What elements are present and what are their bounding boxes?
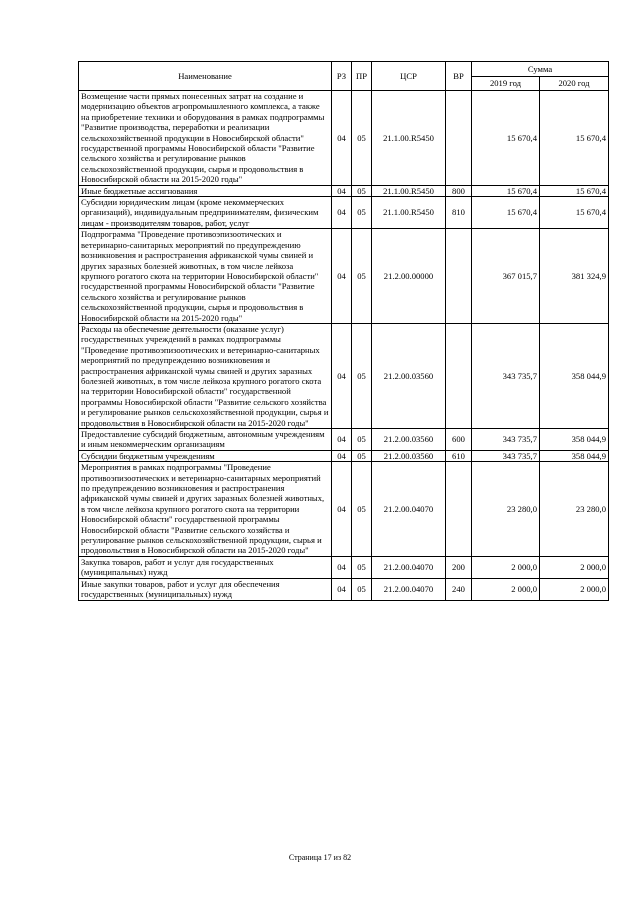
row-2019-cell: 15 670,4 [472,185,540,196]
header-sum: Сумма [472,62,609,77]
row-name-cell: Субсидии юридическим лицам (кроме некоммерческих организаций), индивидуальным предпринимателям, физическим лицам - производителям товаров, работ, услуг [79,197,332,229]
row-pr-cell: 05 [352,229,372,324]
row-pr-cell: 05 [352,462,372,557]
header-vr: ВР [446,62,472,91]
row-2019-cell: 15 670,4 [472,197,540,229]
row-csr-cell: 21.2.00.04070 [372,578,446,600]
row-rz-cell: 04 [332,450,352,461]
row-pr-cell: 05 [352,450,372,461]
row-csr-cell: 21.2.00.04070 [372,462,446,557]
row-2020-cell: 15 670,4 [540,185,609,196]
row-csr-cell: 21.1.00.R5450 [372,91,446,186]
row-2019-cell: 367 015,7 [472,229,540,324]
table-row [79,450,609,461]
budget-table [78,61,609,601]
row-name-cell: Мероприятия в рамках подпрограммы "Проведение противоэпизоотических и ветеринарно-санитарных мероприятий по предупреждению возникновения и распространения африканской чумы свиней и других заразных болезней животных, в том числе лейкоза крупного рогатого скота на территории Новосибирской области" государственной программы Новосибирской области "Развитие сельского хозяйства и регулирование рынков сельскохозяйственной продукции, сырья и продовольствия в Новосибирской области на 2015-2020 годы" [79,462,332,557]
row-2020-cell: 2 000,0 [540,578,609,600]
row-rz-cell: 04 [332,91,352,186]
header-row [79,62,609,77]
header-name: Наименование [79,62,332,91]
row-rz-cell: 04 [332,429,352,451]
row-name-cell: Закупка товаров, работ и услуг для государственных (муниципальных) нужд [79,556,332,578]
row-csr-cell: 21.2.00.03560 [372,323,446,428]
row-2019-cell: 2 000,0 [472,578,540,600]
table-row [79,462,609,557]
row-csr-cell: 21.2.00.03560 [372,450,446,461]
row-2020-cell: 23 280,0 [540,462,609,557]
row-vr-cell: 600 [446,429,472,451]
table-row [79,323,609,428]
table-row [79,197,609,229]
row-csr-cell: 21.2.00.00000 [372,229,446,324]
header-csr: ЦСР [372,62,446,91]
header-rz: РЗ [332,62,352,91]
row-2019-cell: 343 735,7 [472,429,540,451]
row-rz-cell: 04 [332,556,352,578]
row-vr-cell: 800 [446,185,472,196]
row-2020-cell: 2 000,0 [540,556,609,578]
table-row [79,229,609,324]
row-vr-cell: 240 [446,578,472,600]
row-pr-cell: 05 [352,429,372,451]
row-vr-cell [446,323,472,428]
row-vr-cell: 200 [446,556,472,578]
row-2019-cell: 343 735,7 [472,323,540,428]
row-2020-cell: 381 324,9 [540,229,609,324]
table-row [79,578,609,600]
row-pr-cell: 05 [352,185,372,196]
table-row [79,91,609,186]
row-rz-cell: 04 [332,229,352,324]
row-name-cell: Иные закупки товаров, работ и услуг для обеспечения государственных (муниципальных) нужд [79,578,332,600]
row-rz-cell: 04 [332,578,352,600]
row-pr-cell: 05 [352,578,372,600]
row-pr-cell: 05 [352,556,372,578]
row-rz-cell: 04 [332,185,352,196]
row-vr-cell: 610 [446,450,472,461]
row-2020-cell: 358 044,9 [540,323,609,428]
row-rz-cell: 04 [332,197,352,229]
row-vr-cell [446,91,472,186]
row-name-cell: Возмещение части прямых понесенных затрат на создание и модернизацию объектов агропромышленного комплекса, а также на приобретение техники и оборудования в рамках подпрограммы "Развитие производства, переработки и реализации сельскохозяйственной продукции в Новосибирской области" государственной программы Новосибирской области "Развитие сельского хозяйства и регулирование рынков сельскохозяйственной продукции, сырья и продовольствия в Новосибирской области на 2015-2020 годы" [79,91,332,186]
row-2020-cell: 15 670,4 [540,91,609,186]
row-csr-cell: 21.1.00.R5450 [372,185,446,196]
row-2020-cell: 358 044,9 [540,450,609,461]
header-pr: ПР [352,62,372,91]
row-pr-cell: 05 [352,197,372,229]
row-vr-cell [446,462,472,557]
row-name-cell: Подпрограмма "Проведение противоэпизоотических и ветеринарно-санитарных мероприятий по предупреждению возникновения и распространения африканской чумы свиней и других заразных болезней животных, в том числе лейкоза крупного рогатого скота на территории Новосибирской области" государственной программы Новосибирской области "Развитие сельского хозяйства и регулирование рынков сельскохозяйственной продукции, сырья и продовольствия в Новосибирской области на 2015-2020 годы" [79,229,332,324]
table-row [79,556,609,578]
row-rz-cell: 04 [332,323,352,428]
row-vr-cell: 810 [446,197,472,229]
row-2019-cell: 2 000,0 [472,556,540,578]
header-2019: 2019 год [472,77,540,91]
row-name-cell: Иные бюджетные ассигнования [79,185,332,196]
row-csr-cell: 21.1.00.R5450 [372,197,446,229]
row-2019-cell: 343 735,7 [472,450,540,461]
row-rz-cell: 04 [332,462,352,557]
row-csr-cell: 21.2.00.04070 [372,556,446,578]
row-csr-cell: 21.2.00.03560 [372,429,446,451]
row-2020-cell: 15 670,4 [540,197,609,229]
row-pr-cell: 05 [352,323,372,428]
row-2019-cell: 15 670,4 [472,91,540,186]
row-name-cell: Расходы на обеспечение деятельности (оказание услуг) государственных учреждений в рамках подпрограммы "Проведение противоэпизоотических и ветеринарно-санитарных мероприятий по предупреждению возникновения и распространения африканской чумы свиней и других заразных болезней животных, в том числе лейкоза крупного рогатого скота на территории Новосибирской области" государственной программы Новосибирской области "Развитие сельского хозяйства и регулирование рынков сельскохозяйственной продукции, сырья и продовольствия в Новосибирской области на 2015-2020 годы" [79,323,332,428]
row-2020-cell: 358 044,9 [540,429,609,451]
row-name-cell: Субсидии бюджетным учреждениям [79,450,332,461]
row-pr-cell: 05 [352,91,372,186]
row-vr-cell [446,229,472,324]
table-row [79,429,609,451]
table-row [79,185,609,196]
row-name-cell: Предоставление субсидий бюджетным, автономным учреждениям и иным некоммерческим организациям [79,429,332,451]
header-2020: 2020 год [540,77,609,91]
page-number: Страница 17 из 82 [288,853,352,862]
row-2019-cell: 23 280,0 [472,462,540,557]
